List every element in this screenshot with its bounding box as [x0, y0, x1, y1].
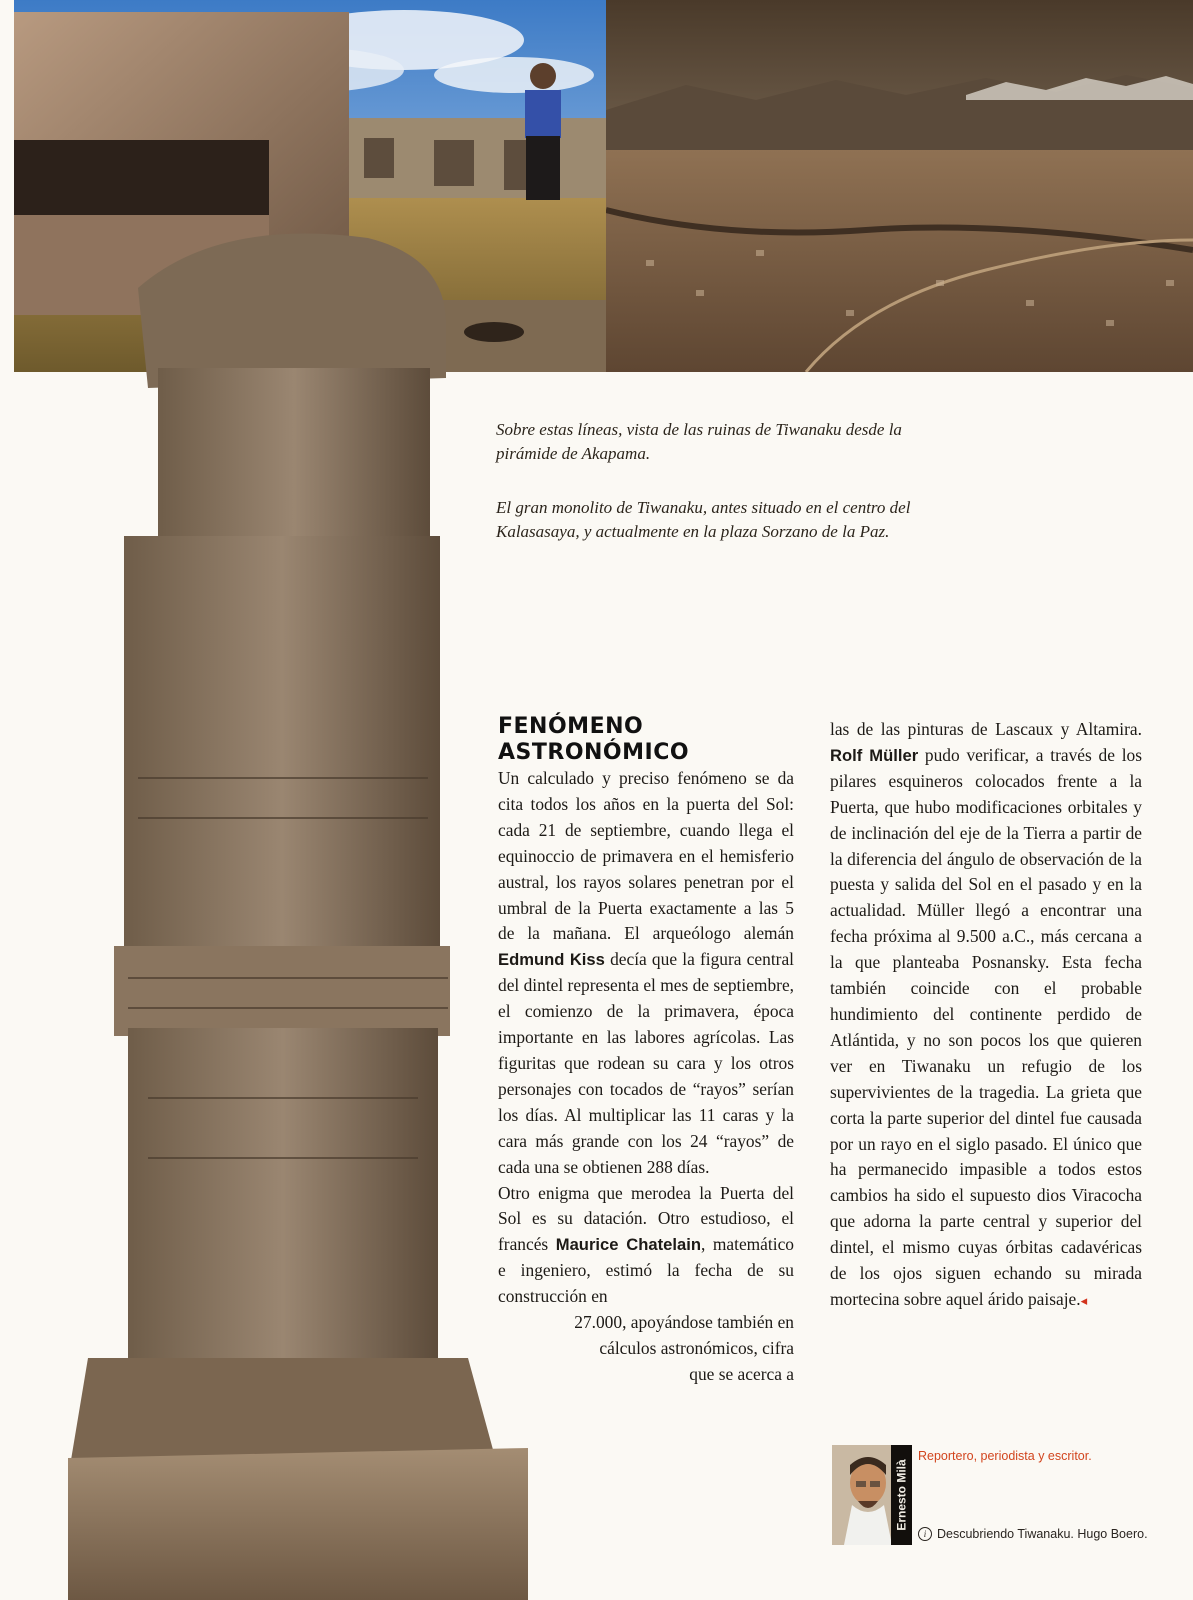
photo-la-paz-valley — [606, 0, 1193, 372]
col2-p1-text-a: las de las pinturas de Lascaux y Altamira. — [830, 719, 1142, 739]
col1-p1-text-b: decía que la figura central del dintel representa el mes de septiembre, el comienzo de la primavera, época importante en las labores agrícolas. Las figuritas que rodean su cara y los otros personajes con tocados de “rayos” serían los días. Al multiplicar las 11 caras y la cara más grande con los 24 “rayos” de cada una se obtienen 288 días. — [498, 949, 795, 1177]
info-icon: i — [918, 1527, 932, 1541]
headline-line-1: FENÓMENO — [498, 714, 644, 739]
col2-p1-text-b: pudo verificar, a través de los pilares esquineros colocados frente a la Puerta, que hubo modificaciones orbitales y de inclinación del eje de la Tierra a partir de la diferencia del ángulo de observación de la puesta y salida del Sol en el pasado y en la actualidad. Müller llegó a encontrar una fecha próxima al 9.500 a.C., más cercana a la que planteaba Posnansky. Esta fecha también coincide con el probable hundimiento del continente perdido de Atlántida, y no son pocos los que quieren ver en Tiwanaku un refugio de los supervivientes de la tragedia. La grieta que corta la parte superior del dintel fue causada por un rayo en el siglo pasado. El único que ha permanecido impasible a todos estos cambios ha sido el supuesto dios Viracocha que adorna la parte central y superior del dintel, el mismo cuyas órbitas cadavéricas de los ojos siguen echando su mirada mortecina sobre aquel árido paisaje. — [830, 744, 1143, 1309]
author-role: Reportero, periodista y escritor. — [918, 1449, 1092, 1463]
caption-ruins: Sobre estas líneas, vista de las ruinas de Tiwanaku desde la pirámide de Akapama. — [496, 420, 902, 463]
col1-p2-text-a: Otro enigma que merodea la Puerta del Sol es su datación. Otro estudioso, el francés — [498, 1182, 794, 1255]
article-headline — [498, 714, 798, 766]
article-end-mark-icon: ◂ — [1080, 1292, 1088, 1308]
author-name: Ernesto Milà — [894, 1459, 909, 1531]
col1-p1-text-a: Un calculado y preciso fenómeno se da cita todos los años en la puerta del Sol: cada 21 de septiembre, cuando llega el equinoccio de primavera en el hemisferio austral, los rayos solares penetran por el umbral de la Puerta exactamente a las 5 de la mañana. El arqueólogo alemán — [498, 768, 794, 944]
col1-paragraph-2 — [498, 1181, 794, 1311]
valley-photo-illustration — [606, 0, 1193, 372]
col1-tail-line-2: cálculos astronómicos, cifra — [599, 1337, 794, 1358]
col1-tail-line-3: que se acerca a — [689, 1363, 794, 1384]
article-column-1 — [498, 766, 794, 1388]
col1-p1-name: Edmund Kiss — [498, 950, 605, 970]
monolith-illustration — [68, 218, 528, 1600]
col1-p2-name: Maurice Chatelain — [555, 1235, 701, 1255]
source-credit — [918, 1527, 1148, 1541]
photo-monolith — [68, 218, 528, 1600]
col2-paragraph-1 — [830, 717, 1142, 1314]
col1-paragraph-1 — [498, 766, 794, 1181]
author-name-bar — [891, 1445, 912, 1545]
col2-p1-name: Rolf Müller — [830, 745, 919, 765]
photo-captions — [496, 418, 926, 574]
col1-p2-text-b: , matemático e ingeniero, estimó la fecha de su construcción en — [498, 1234, 794, 1307]
caption-monolith: El gran monolito de Tiwanaku, antes situado en el centro del Kalasasaya, y actualmente en la plaza Sorzano de la Paz. — [496, 498, 911, 541]
source-text: Descubriendo Tiwanaku. Hugo Boero. — [937, 1527, 1148, 1541]
col1-tail-line-1: 27.000, apoyándose también en — [574, 1312, 794, 1333]
headline-line-2: ASTRONÓMICO — [498, 740, 690, 765]
article-column-2 — [830, 717, 1142, 1314]
